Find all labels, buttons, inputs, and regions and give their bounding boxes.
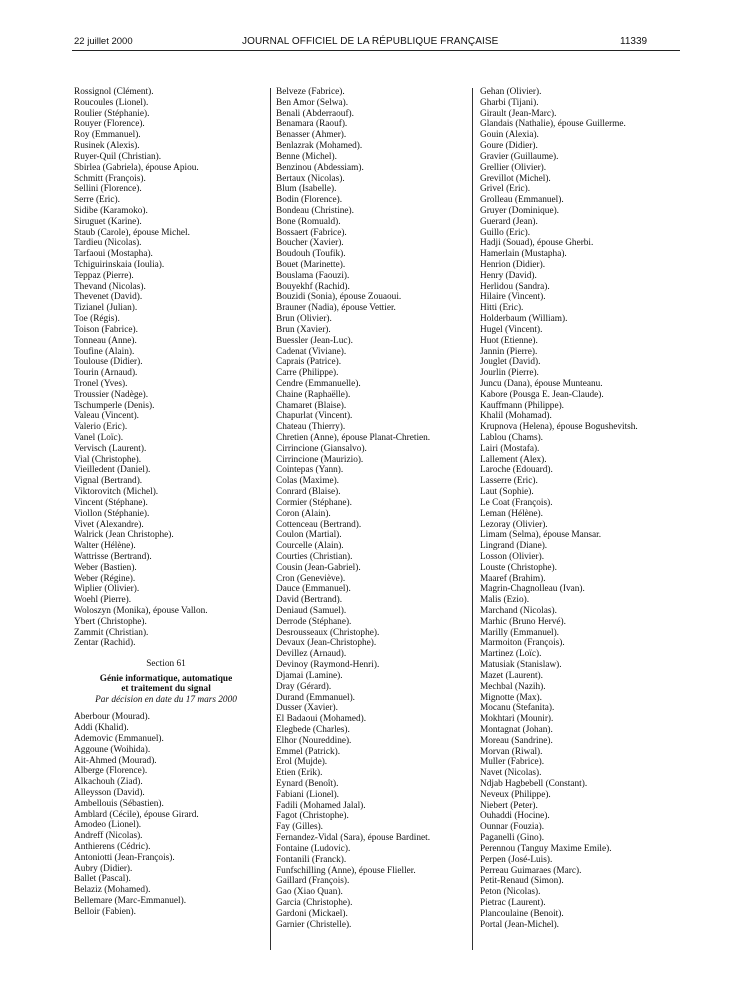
list-item: Petit-Renaud (Simon).	[480, 876, 564, 887]
list-item: Neveux (Philippe).	[480, 789, 551, 800]
list-item: Maaref (Brahim).	[480, 573, 546, 584]
list-item: Belveze (Fabrice).	[276, 87, 345, 97]
list-item: Rossignol (Clément).	[74, 87, 154, 97]
list-item: Hilaire (Vincent).	[480, 292, 546, 303]
list-item: Grolleau (Emmanuel).	[480, 195, 564, 206]
list-item: Hamerlain (Mustapha).	[480, 249, 567, 260]
list-item: Etien (Erik).	[276, 768, 323, 779]
list-item: Weber (Bastien).	[74, 562, 137, 573]
list-item: Fay (Gilles).	[276, 822, 323, 833]
list-item: Muller (Fabrice).	[480, 757, 545, 768]
list-item: Le Coat (François).	[480, 497, 553, 508]
list-item: Cousin (Jean-Gabriel).	[276, 562, 361, 573]
list-item: Serre (Eric).	[74, 195, 120, 206]
list-item: Coron (Alain).	[276, 508, 331, 519]
list-item: Matusiak (Stanislaw).	[480, 660, 562, 671]
list-item: Grevillot (Michel).	[480, 173, 551, 184]
list-item: Grellier (Olivier).	[480, 162, 547, 173]
list-item: Bertaux (Nicolas).	[276, 173, 345, 184]
list-item: Louste (Christophe).	[480, 562, 557, 573]
list-item: Laroche (Edouard).	[480, 465, 553, 476]
list-item: Woloszyn (Monika), épouse Vallon.	[74, 606, 208, 616]
list-item: Tronel (Yves).	[74, 378, 128, 389]
list-item: Funfschilling (Anne), épouse Flieller.	[276, 865, 416, 876]
list-item: Bouet (Marinette).	[276, 260, 346, 270]
list-item: Staub (Carole), épouse Michel.	[74, 227, 190, 238]
list-item: Coulon (Martial).	[276, 530, 342, 541]
list-item: Fabiani (Lionel).	[276, 789, 339, 800]
list-item: David (Bertrand).	[276, 595, 343, 606]
list-item: Alleysson (David).	[74, 787, 145, 798]
list-item: Siruguet (Karine).	[74, 216, 142, 227]
list-item: Garcia (Christophe).	[276, 897, 353, 908]
list-item: Alberge (Florence).	[74, 766, 148, 777]
list-item: Lasserre (Eric).	[480, 476, 538, 487]
list-item: Antoniotti (Jean-François).	[74, 852, 175, 863]
list-item: Kauffmann (Philippe).	[480, 400, 564, 411]
list-item: Dusser (Xavier).	[276, 703, 338, 714]
list-item: Garnier (Christelle).	[276, 919, 352, 930]
list-item: Anthierens (Cédric).	[74, 842, 151, 852]
list-item: Deniaud (Samuel).	[276, 606, 347, 616]
list-item: Fernandez-Vidal (Sara), épouse Bardinet.	[276, 833, 431, 844]
list-item: Vieilledent (Daniel).	[74, 465, 151, 476]
name-list-4	[480, 87, 664, 930]
list-item: Toe (Régis).	[74, 314, 120, 325]
list-item: Vignal (Bertrand).	[74, 476, 143, 487]
list-item: Devinoy (Raymond-Henri).	[276, 660, 380, 671]
name-list-2	[74, 712, 258, 917]
list-item: Navet (Nicolas).	[480, 768, 542, 779]
list-item: Alkachouh (Ziad).	[74, 777, 143, 788]
list-item: Walrick (Jean Christophe).	[74, 530, 174, 541]
list-item: Limam (Selma), épouse Mansar.	[480, 530, 602, 541]
section-title-line-1: Génie informatique, automatique	[99, 674, 233, 685]
list-item: Gao (Xiao Quan).	[276, 887, 343, 898]
list-item: Bondeau (Christine).	[276, 205, 354, 216]
list-item: Schmitt (François).	[74, 173, 146, 184]
list-item: Bellemare (Marc-Emmanuel).	[74, 896, 187, 907]
list-item: Zentar (Rachid).	[74, 638, 136, 649]
list-item: Marchand (Nicolas).	[480, 606, 557, 616]
list-item: Plancoulaine (Benoit).	[480, 908, 564, 919]
list-item: Girault (Jean-Marc).	[480, 108, 557, 119]
list-item: Dauce (Emmanuel).	[276, 584, 351, 595]
list-item: Sellini (Florence).	[74, 184, 142, 195]
list-item: Niebert (Peter).	[480, 800, 538, 811]
column-divider-1	[270, 88, 271, 950]
header-date: 22 juillet 2000	[74, 36, 133, 47]
list-item: Aggoune (Woihida).	[74, 744, 151, 755]
list-item: Lezoray (Olivier).	[480, 519, 548, 530]
list-item: Boucher (Xavier).	[276, 238, 344, 249]
list-item: Chaine (Raphaëlle).	[276, 389, 351, 400]
list-item: Vincent (Stéphane).	[74, 497, 148, 508]
list-item: Tonneau (Anne).	[74, 335, 137, 346]
list-item: Grivel (Eric).	[480, 184, 531, 195]
list-item: Gouin (Alexia).	[480, 130, 539, 141]
list-item: Erol (Mujde).	[276, 757, 328, 768]
list-item: Kabore (Pousga E. Jean-Claude).	[480, 389, 604, 400]
list-item: Emmel (Patrick).	[276, 746, 341, 757]
list-item: Vial (Christophe).	[74, 454, 142, 465]
list-item: Thevenet (David).	[74, 292, 143, 303]
list-item: Goure (Didier).	[480, 141, 538, 152]
list-item: Losson (Olivier).	[480, 551, 545, 562]
column-3	[480, 87, 664, 930]
list-item: Wiplier (Olivier).	[74, 584, 140, 595]
list-item: Mazet (Laurent).	[480, 670, 543, 681]
list-item: Gehan (Olivier).	[480, 87, 542, 97]
list-item: Valeau (Vincent).	[74, 411, 140, 422]
list-item: Benne (Michel).	[276, 151, 337, 162]
list-item: Buessler (Jean-Luc).	[276, 335, 353, 346]
list-item: Addi (Khalid).	[74, 723, 129, 734]
list-item: Gaillard (François).	[276, 876, 350, 887]
list-item: Vivet (Alexandre).	[74, 519, 144, 530]
name-list-3	[276, 87, 460, 930]
list-item: Tourin (Arnaud).	[74, 368, 138, 379]
list-item: Ouhaddi (Hocine).	[480, 811, 550, 822]
list-item: Brauner (Nadia), épouse Vettier.	[276, 303, 396, 314]
list-item: Bouyekhf (Rachid).	[276, 281, 350, 292]
list-item: Roy (Emmanuel).	[74, 130, 141, 141]
list-item: Brun (Xavier).	[276, 324, 331, 335]
list-item: Guerard (Jean).	[480, 216, 538, 227]
list-item: Perennou (Tanguy Maxime Emile).	[480, 843, 612, 854]
list-item: Chamaret (Blaise).	[276, 400, 347, 411]
list-item: Ndjab Hagbebell (Constant).	[480, 779, 588, 789]
list-item: Sbirlea (Gabriela), épouse Apiou.	[74, 162, 199, 173]
list-item: Bouzidi (Sonia), épouse Zouaoui.	[276, 292, 402, 303]
list-item: Toulouse (Didier).	[74, 357, 143, 368]
list-item: Ruyer-Quil (Christian).	[74, 151, 162, 162]
list-item: Cormier (Stéphane).	[276, 497, 352, 508]
list-item: Cirrincione (Giansalvo).	[276, 443, 367, 454]
list-item: Leman (Hélène).	[480, 508, 543, 519]
list-item: Tchiguirinskaia (Ioulia).	[74, 260, 165, 270]
list-item: Colas (Maxime).	[276, 476, 339, 487]
list-item: Mechbal (Nazih).	[480, 681, 546, 692]
list-item: Huot (Etienne).	[480, 335, 538, 346]
list-item: Montagnat (Johan).	[480, 724, 553, 735]
list-item: Hugel (Vincent).	[480, 324, 543, 335]
list-item: Mocanu (Stefanita).	[480, 703, 555, 714]
list-item: Rusinek (Alexis).	[74, 141, 140, 152]
list-item: Paganelli (Gino).	[480, 833, 545, 844]
list-item: Derrode (Stéphane).	[276, 616, 352, 627]
list-item: Marhic (Bruno Hervé).	[480, 616, 566, 627]
list-item: Durand (Emmanuel).	[276, 692, 355, 703]
list-item: Bodin (Florence).	[276, 195, 343, 206]
list-item: Blum (Isabelle).	[276, 184, 337, 195]
list-item: Cadenat (Viviane).	[276, 346, 347, 357]
list-item: Viollon (Stéphanie).	[74, 508, 150, 519]
list-item: Ademovic (Emmanuel).	[74, 733, 164, 744]
list-item: Caprais (Patrice).	[276, 357, 342, 368]
list-item: Carre (Philippe).	[276, 368, 339, 379]
list-item: Roucoules (Lionel).	[74, 97, 149, 108]
list-item: Gardoni (Mickael).	[276, 908, 348, 919]
list-item: Benlazrak (Mohamed).	[276, 141, 363, 152]
list-item: Henry (David).	[480, 270, 537, 281]
list-item: Guillo (Eric).	[480, 227, 531, 238]
list-item: Sidibe (Karamoko).	[74, 205, 148, 216]
list-item: Benasser (Ahmer).	[276, 130, 347, 141]
list-item: Elegbede (Charles).	[276, 724, 350, 735]
list-item: Morvan (Riwal).	[480, 746, 543, 757]
list-item: Troussier (Nadège).	[74, 389, 149, 400]
list-item: Jourlin (Pierre).	[480, 368, 539, 379]
name-list-1	[74, 87, 258, 649]
list-item: Elhor (Noureddine).	[276, 735, 352, 746]
list-item: Jannin (Pierre).	[480, 346, 538, 357]
list-item: Peton (Nicolas).	[480, 887, 541, 898]
list-item: Eynard (Benoît).	[276, 779, 339, 789]
list-item: Courcelle (Alain).	[276, 541, 344, 552]
list-item: Gharbi (Tijani).	[480, 97, 539, 108]
column-2	[276, 87, 460, 930]
list-item: Bouslama (Faouzi).	[276, 270, 350, 281]
list-item: Lallement (Alex).	[480, 454, 547, 465]
list-item: Cirrincione (Maurizio).	[276, 454, 364, 465]
list-item: Cottenceau (Bertrand).	[276, 519, 362, 530]
list-item: Moreau (Sandrine).	[480, 735, 553, 746]
list-item: El Badaoui (Mohamed).	[276, 714, 367, 725]
list-item: Hitti (Eric).	[480, 303, 524, 314]
list-item: Malis (Ezio).	[480, 595, 530, 606]
list-item: Ben Amor (Selwa).	[276, 97, 349, 108]
list-item: Ambellouis (Sébastien).	[74, 798, 164, 809]
list-item: Marmoiton (François).	[480, 638, 565, 649]
list-item: Fontaine (Ludovic).	[276, 843, 351, 854]
list-item: Conrard (Blaise).	[276, 487, 341, 498]
list-item: Chretien (Anne), épouse Planat-Chretien.	[276, 433, 431, 443]
list-item: Tschumperle (Denis).	[74, 400, 155, 411]
list-item: Bossaert (Fabrice).	[276, 227, 347, 238]
list-item: Tizianel (Julian).	[74, 303, 138, 314]
list-item: Cron (Geneviève).	[276, 573, 346, 584]
list-item: Walter (Hélène).	[74, 541, 136, 552]
list-item: Martinez (Loïc).	[480, 649, 542, 660]
list-item: Zammit (Christian).	[74, 627, 149, 638]
list-item: Woehl (Pierre).	[74, 595, 132, 606]
list-item: Jouglet (David).	[480, 357, 541, 368]
list-item: Ballet (Pascal).	[74, 874, 131, 885]
list-item: Belaziz (Mohamed).	[74, 885, 151, 896]
section-number: Section 61	[146, 659, 186, 670]
list-item: Perreau Guimaraes (Marc).	[480, 865, 582, 876]
list-item: Amblard (Cécile), épouse Girard.	[74, 809, 199, 820]
list-item: Hadji (Souad), épouse Gherbi.	[480, 238, 594, 249]
list-item: Bone (Romuald).	[276, 216, 341, 227]
list-item: Henrion (Didier).	[480, 260, 546, 270]
list-item: Chateau (Thierry).	[276, 422, 346, 433]
list-item: Djamai (Lamine).	[276, 670, 343, 681]
list-item: Desrousseaux (Christophe).	[276, 627, 380, 638]
list-item: Portal (Jean-Michel).	[480, 919, 559, 930]
list-item: Glandais (Nathalie), épouse Guillerme.	[480, 119, 626, 130]
list-item: Aberbour (Mourad).	[74, 712, 150, 723]
list-item: Benamara (Raouf).	[276, 119, 348, 130]
section-title-line-2: et traitement du signal	[121, 684, 211, 695]
list-item: Lingrand (Diane).	[480, 541, 548, 552]
list-item: Juncu (Dana), épouse Munteanu.	[480, 378, 603, 389]
list-item: Ounnar (Fouzia).	[480, 822, 545, 833]
list-item: Devillez (Arnaud).	[276, 649, 347, 660]
decision-date: Par décision en date du 17 mars 2000	[95, 695, 237, 706]
list-item: Krupnova (Helena), épouse Bogushevitsh.	[480, 422, 638, 433]
list-item: Devaux (Jean-Christophe).	[276, 638, 377, 649]
column-divider-2	[472, 88, 473, 950]
list-item: Brun (Olivier).	[276, 314, 332, 325]
list-item: Pietrac (Laurent).	[480, 897, 546, 908]
list-item: Gravier (Guillaume).	[480, 151, 559, 162]
list-item: Chapurlat (Vincent).	[276, 411, 353, 422]
page-number: 11339	[620, 36, 648, 47]
list-item: Marilly (Emmanuel).	[480, 627, 560, 638]
list-item: Magrin-Chagnolleau (Ivan).	[480, 584, 585, 595]
list-item: Vanel (Loïc).	[74, 433, 124, 443]
list-item: Vervisch (Laurent).	[74, 443, 147, 454]
list-item: Benzinou (Abdessiam).	[276, 162, 364, 173]
list-item: Laut (Sophie).	[480, 487, 534, 498]
list-item: Viktorovitch (Michel).	[74, 487, 159, 498]
list-item: Dray (Gérard).	[276, 681, 332, 692]
list-item: Amodeo (Lionel).	[74, 820, 142, 831]
list-item: Roulier (Stéphanie).	[74, 108, 150, 119]
list-item: Toufine (Alain).	[74, 346, 135, 357]
list-item: Khalil (Mohamad).	[480, 411, 552, 422]
list-item: Weber (Régine).	[74, 573, 136, 584]
list-item: Mokhtari (Mounir).	[480, 714, 554, 725]
list-item: Aubry (Didier).	[74, 863, 133, 874]
list-item: Lairi (Mostafa).	[480, 443, 540, 454]
list-item: Ybert (Christophe).	[74, 616, 147, 627]
list-item: Gruyer (Dominique).	[480, 205, 560, 216]
list-item: Wattrisse (Bertrand).	[74, 551, 152, 562]
list-item: Mignotte (Max).	[480, 692, 542, 703]
list-item: Fagot (Christophe).	[276, 811, 349, 822]
list-item: Cointepas (Yann).	[276, 465, 344, 476]
list-item: Tardieu (Nicolas).	[74, 238, 142, 249]
list-item: Ait-Ahmed (Mourad).	[74, 755, 157, 766]
list-item: Courties (Christian).	[276, 551, 353, 562]
list-item: Rouyer (Florence).	[74, 119, 145, 130]
list-item: Fadili (Mohamed Jalal).	[276, 800, 366, 811]
list-item: Toison (Fabrice).	[74, 324, 138, 335]
list-item: Valerio (Eric).	[74, 422, 128, 433]
list-item: Andreff (Nicolas).	[74, 831, 143, 842]
journal-title: JOURNAL OFFICIEL DE LA RÉPUBLIQUE FRANÇAISE	[242, 36, 499, 47]
list-item: Teppaz (Pierre).	[74, 270, 134, 281]
column-1	[74, 87, 258, 918]
list-item: Boudouh (Toufik).	[276, 249, 346, 260]
list-item: Lablou (Chams).	[480, 433, 543, 443]
list-item: Benali (Abderraouf).	[276, 108, 354, 119]
list-item: Holderbaum (William).	[480, 314, 568, 325]
list-item: Perpen (José-Luis).	[480, 854, 553, 865]
list-item: Belloir (Fabien).	[74, 906, 136, 917]
list-item: Herlidou (Sandra).	[480, 281, 550, 292]
list-item: Tarfaoui (Mostapha).	[74, 249, 153, 260]
list-item: Fontanili (Franck).	[276, 854, 347, 865]
list-item: Cendre (Emmanuelle).	[276, 378, 361, 389]
header-rule	[72, 50, 680, 51]
list-item: Thevand (Nicolas).	[74, 281, 146, 292]
